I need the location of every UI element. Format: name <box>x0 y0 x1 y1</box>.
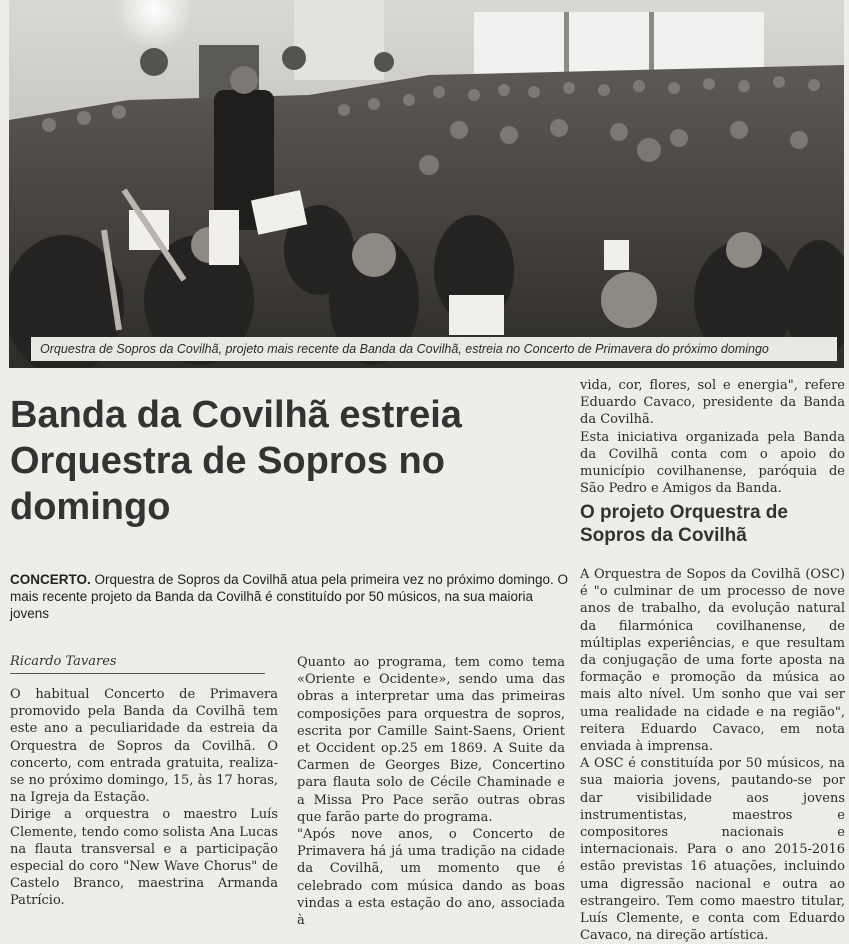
article-column-1 <box>10 686 278 910</box>
section-subheading: O projeto Orquestra de Sopros da Covilhã <box>580 502 788 546</box>
article-column-2 <box>297 654 565 929</box>
paragraph: A OSC é constituída por 50 músicos, na sua maioria jovens, pautando-se por dar visibilidade aos jovens instrumentistas, maestros e compositores nacionais e internacionais. Para o ano 2015-2016 estão previstas 16 atuações, incluindo uma digressão nacional e outra ao estrangeiro. Tem como maestro titular, Luís Clemente, e conta com Eduardo Cavaco, na direção artística. <box>580 756 845 944</box>
author-byline: Ricardo Tavares <box>10 653 265 674</box>
article-lead <box>10 571 570 622</box>
paragraph: O habitual Concerto de Primavera promovido pela Banda da Covilhã tem este ano a peculiaridade da estreia da Orquestra de Sopros da Covilhã. O concerto, com entrada gratuita, realiza-se no próximo domingo, 15, às 17 horas, na Igreja da Estação. <box>10 687 278 806</box>
photo-caption: Orquestra de Sopros da Covilhã, projeto mais recente da Banda da Covilhã, estreia no Concerto de Primavera do próximo domingo <box>31 337 837 361</box>
paragraph: Dirige a orquestra o maestro Luís Clemente, tendo como solista Ana Lucas na flauta transversal e a participação especial do coro "New Wave Chorus" de Castelo Branco, maestrina Armanda Patrício. <box>10 807 278 909</box>
paragraph: vida, cor, flores, sol e energia", refere Eduardo Cavaco, presidente da Banda da Covilhã. <box>580 378 845 428</box>
article-column-3-top <box>580 377 845 497</box>
paragraph: A Orquestra de Sopos da Covilhã (OSC) é "o culminar de um processo de nove anos de trabalho, da evolução natural da filarmónica covilhanense, de múltiplas experiências, e que resultam da conjugação de uma forte aposta na formação e promoção da música ao mais alto nível. Um sonho que vai ser uma realidade na cidade e na região", reitera Eduardo Cavaco, em nota enviada à imprensa. <box>580 567 845 755</box>
paragraph: "Após nove anos, o Concerto de Primavera há já uma tradição na cidade da Covilhã, um momento que é celebrado com música dando as boas vindas a esta estação do ano, associada à <box>297 827 565 929</box>
paragraph: Quanto ao programa, tem como tema «Oriente e Ocidente», sendo uma das obras a interpretar uma das primeiras composições para orquestra de sopros, escrita por Camille Saint-Saens, Orient et Occident op.25 em 1869. A Suite da Carmen de Georges Bize, Concertino para flauta solo de Cécile Chaminade e a Missa Pro Pace serão outras obras que farão parte do programa. <box>297 655 565 825</box>
lead-label: CONCERTO. <box>10 572 91 587</box>
concert-photo <box>9 0 844 368</box>
article-column-3-bottom <box>580 566 845 944</box>
paragraph: Esta iniciativa organizada pela Banda da Covilhã conta com o apoio do município covilhanense, paróquia de São Pedro e Amigos da Banda. <box>580 429 845 497</box>
article-headline: Banda da Covilhã estreia Orquestra de Sopros no domingo <box>10 394 462 528</box>
concert-photo-image <box>9 0 844 368</box>
lead-text: Orquestra de Sopros da Covilhã atua pela primeira vez no próximo domingo. O mais recente projeto da Banda da Covilhã é constituído por 50 músicos, na sua maioria jovens <box>10 572 569 621</box>
